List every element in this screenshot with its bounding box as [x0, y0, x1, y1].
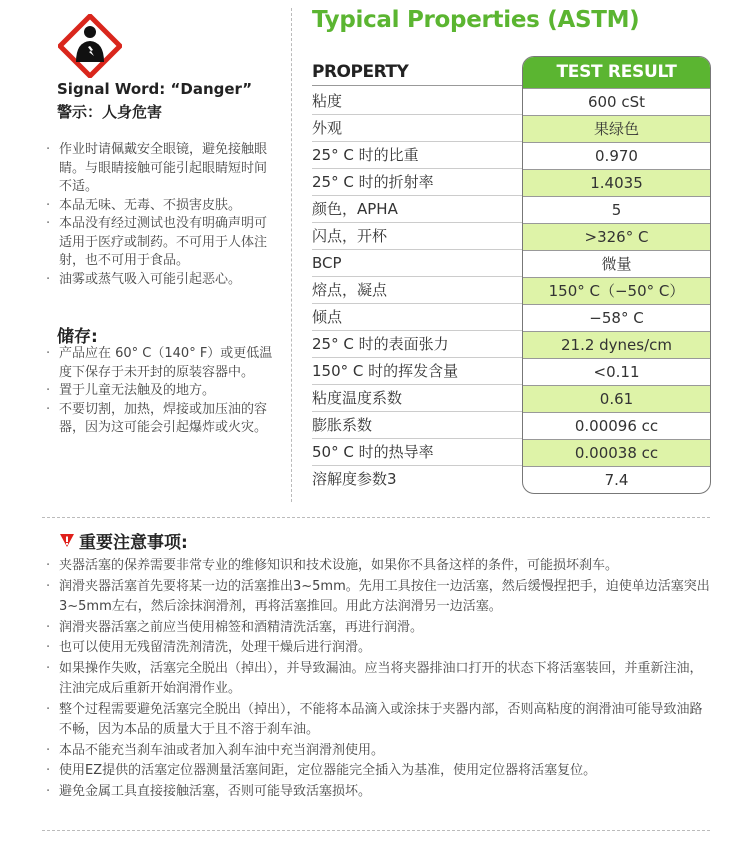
property-name: 25° C 时的比重	[312, 146, 419, 164]
property-value: 0.00096 cc	[523, 412, 710, 439]
property-name: 溶解度参数3	[312, 470, 397, 488]
property-value: 1.4035	[523, 169, 710, 196]
row-rule	[312, 141, 522, 142]
property-value: 0.00038 cc	[523, 439, 710, 466]
row-rule	[312, 303, 522, 304]
safety-item: · 本品无味、无毒、不损害皮肤。	[45, 197, 275, 216]
notes-list	[45, 556, 715, 802]
test-result-header: TEST RESULT	[523, 57, 710, 88]
property-name: 粘度温度系数	[312, 389, 403, 407]
row-rule	[312, 276, 522, 277]
storage-item: · 置于儿童无法触及的地方。	[45, 382, 275, 401]
property-name: 闪点，开杯	[312, 227, 388, 245]
property-value: 微量	[523, 250, 710, 277]
vertical-divider	[291, 8, 292, 502]
property-name: 膨胀系数	[312, 416, 373, 434]
property-column-header: PROPERTY	[312, 62, 409, 82]
property-name: 50° C 时的热导率	[312, 443, 434, 461]
safety-item: · 本品没有经过测试也没有明确声明可适用于医疗或制药。不可用于人体注射，也不可用于食品。	[45, 215, 275, 271]
property-name: 粘度	[312, 92, 343, 110]
note-item: · 润滑夹器活塞首先要将某一边的活塞推出3~5mm。先用工具按住一边活塞，然后缓慢捏把手，迫使单边活塞突出3~5mm左右，然后涂抹润滑剂，再将活塞推回。用此方法润滑另一边活塞。	[45, 577, 715, 618]
property-value: 21.2 dynes/cm	[523, 331, 710, 358]
property-name: 150° C 时的挥发含量	[312, 362, 459, 380]
storage-item: · 产品应在 60° C（140° F）或更低温度下保存于未开封的原装容器中。	[45, 345, 275, 382]
properties-title: Typical Properties (ASTM)	[312, 7, 640, 33]
property-header-rule	[312, 85, 522, 86]
property-value: 7.4	[523, 466, 710, 493]
note-item: · 避免金属工具直接接触活塞，否则可能导致活塞损坏。	[45, 782, 715, 803]
bottom-divider	[42, 830, 710, 831]
property-value: <0.11	[523, 358, 710, 385]
note-item: · 也可以使用无残留清洗剂清洗，处理干燥后进行润滑。	[45, 638, 715, 659]
row-rule	[312, 195, 522, 196]
property-name: 倾点	[312, 308, 343, 326]
property-name: BCP	[312, 254, 342, 272]
note-item: · 如果操作失败，活塞完全脱出（掉出），并导致漏油。应当将夹器排油口打开的状态下将活塞装回，并重新注油，注油完成后重新开始润滑作业。	[45, 659, 715, 700]
property-name: 外观	[312, 119, 343, 137]
warning-triangle-icon	[59, 532, 75, 548]
health-hazard-icon	[58, 14, 122, 78]
property-value: 果绿色	[523, 115, 710, 142]
row-rule	[312, 222, 522, 223]
storage-item: · 不要切割，加热，焊接或加压油的容器，因为这可能会引起爆炸或火灾。	[45, 401, 275, 438]
note-item: · 夹器活塞的保养需要非常专业的维修知识和技术设施，如果你不具备这样的条件，可能损坏刹车。	[45, 556, 715, 577]
property-value: −58° C	[523, 304, 710, 331]
row-rule	[312, 249, 522, 250]
row-rule	[312, 438, 522, 439]
storage-list	[45, 345, 275, 438]
note-item: · 使用EZ提供的活塞定位器测量活塞间距，定位器能完全插入为基准，使用定位器将活塞复位。	[45, 761, 715, 782]
row-rule	[312, 411, 522, 412]
property-value: >326° C	[523, 223, 710, 250]
property-value: 600 cSt	[523, 88, 710, 115]
row-rule	[312, 168, 522, 169]
property-value: 5	[523, 196, 710, 223]
row-rule	[312, 114, 522, 115]
row-rule	[312, 465, 522, 466]
property-name: 熔点，凝点	[312, 281, 388, 299]
property-name: 颜色，APHA	[312, 200, 398, 218]
property-name: 25° C 时的表面张力	[312, 335, 449, 353]
section-divider	[42, 517, 710, 518]
row-rule	[312, 384, 522, 385]
property-name: 25° C 时的折射率	[312, 173, 434, 191]
note-item: · 润滑夹器活塞之前应当使用棉签和酒精清洗活塞，再进行润滑。	[45, 618, 715, 639]
row-rule	[312, 330, 522, 331]
note-item: · 整个过程需要避免活塞完全脱出（掉出），不能将本品滴入或涂抹于夹器内部，否则高粘度的润滑油可能导致油路不畅，因为本品的质量大于且不溶于刹车油。	[45, 700, 715, 741]
property-value: 150° C（−50° C）	[523, 277, 710, 304]
property-value: 0.61	[523, 385, 710, 412]
safety-list	[45, 141, 275, 289]
property-value: 0.970	[523, 142, 710, 169]
test-result-column	[522, 56, 711, 494]
safety-item: · 油雾或蒸气吸入可能引起恶心。	[45, 271, 275, 290]
safety-item: · 作业时请佩戴安全眼镜，避免接触眼睛。与眼睛接触可能引起眼睛短时间不适。	[45, 141, 275, 197]
row-rule	[312, 357, 522, 358]
storage-heading: 储存:	[57, 327, 98, 347]
note-item: · 本品不能充当刹车油或者加入刹车油中充当润滑剂使用。	[45, 741, 715, 762]
notes-heading: 重要注意事项:	[79, 533, 188, 553]
signal-word-chinese: 警示：人身危害	[57, 103, 163, 121]
signal-word-english: Signal Word: “Danger”	[57, 80, 253, 98]
